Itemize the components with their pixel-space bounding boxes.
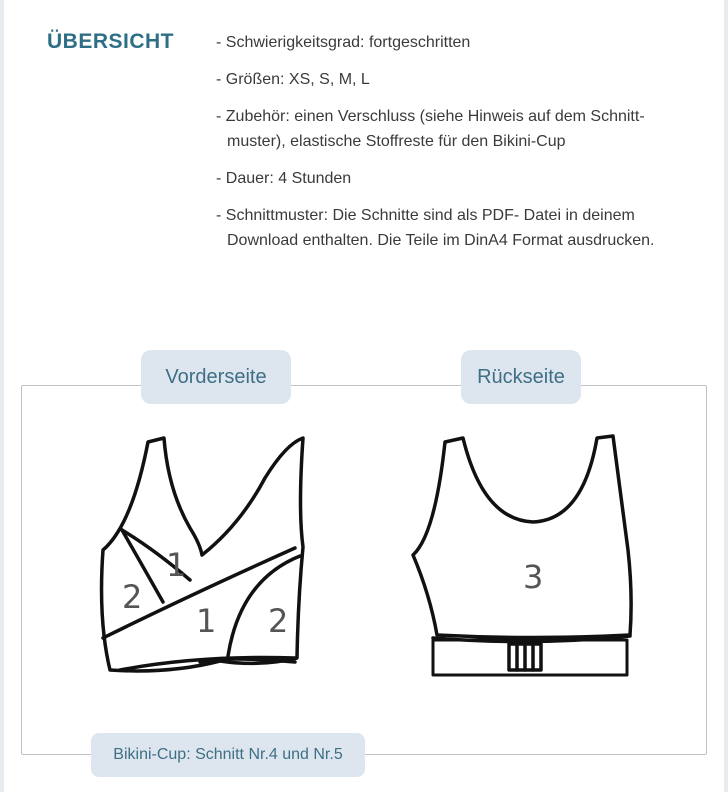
detail-accessories: - Zubehör: einen Verschluss (siehe Hinweis auf dem Schnitt-muster), elastische Stoffreste für den Bikini-Cup: [216, 108, 645, 150]
back-view-label: Rückseite: [461, 350, 581, 404]
caption-label: Bikini-Cup: Schnitt Nr.4 und Nr.5: [91, 733, 365, 777]
front-piece-number: 2: [122, 578, 143, 616]
page-edge-right: [724, 0, 728, 792]
front-bra-illustration: [90, 430, 320, 680]
overview-heading: ÜBERSICHT: [47, 30, 175, 53]
front-piece-number: 2: [268, 602, 289, 640]
page-edge-left: [0, 0, 4, 792]
detail-difficulty: - Schwierigkeitsgrad: fortgeschritten: [216, 34, 471, 51]
front-piece-number: 1: [166, 546, 187, 584]
front-piece-number: 1: [196, 602, 217, 640]
back-piece-number: 3: [523, 558, 544, 596]
detail-sizes: - Größen: XS, S, M, L: [216, 71, 370, 88]
detail-pattern: - Schnittmuster: Die Schnitte sind als PDF- Datei in deinem Download enthalten. Die Teile im DinA4 Format ausdrucken.: [216, 207, 655, 249]
detail-duration: - Dauer: 4 Stunden: [216, 170, 352, 187]
back-bra-illustration: [405, 430, 645, 680]
front-view-label: Vorderseite: [141, 350, 291, 404]
details-list: [216, 30, 696, 265]
